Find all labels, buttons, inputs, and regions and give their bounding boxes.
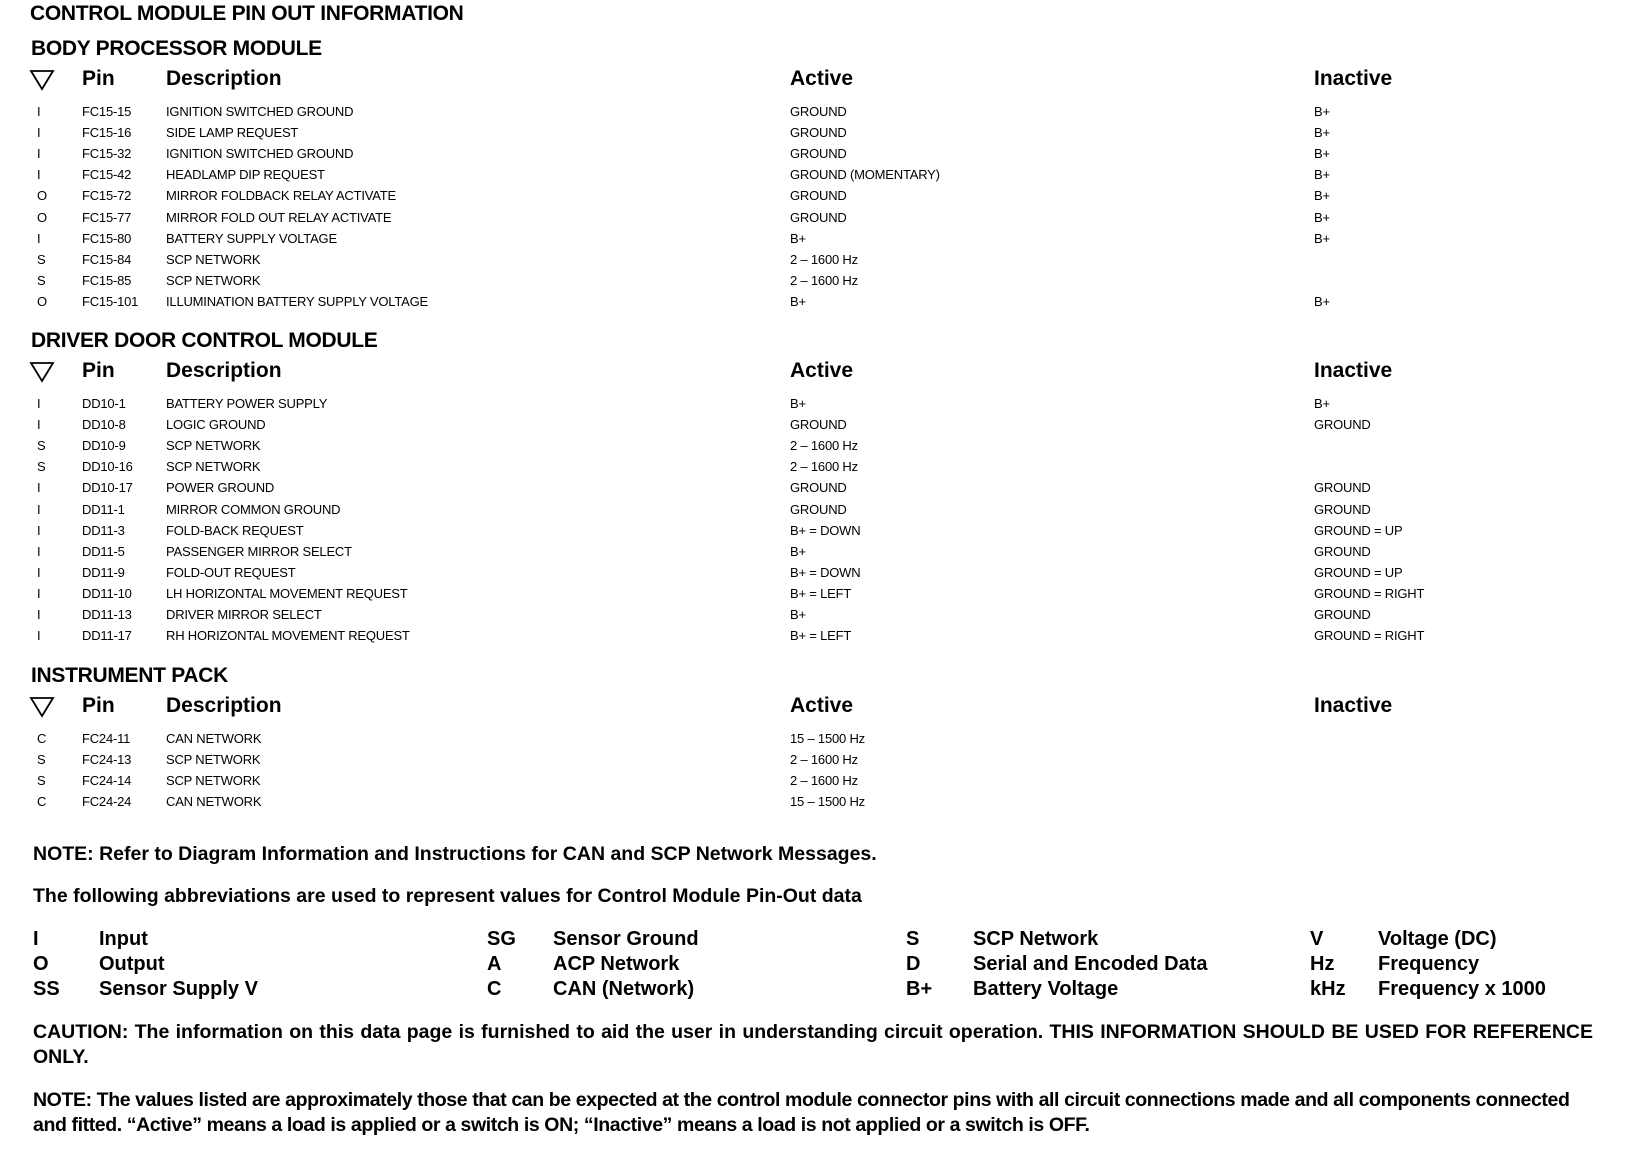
header-description: Description [166,694,282,717]
inactive-cell: GROUND [1314,543,1371,559]
pin-type-cell: I [37,104,41,119]
table-row [0,393,1632,414]
description-cell: MIRROR FOLDBACK RELAY ACTIVATE [166,188,396,204]
table-row [0,143,1632,164]
pin-cell: FC24-24 [82,794,132,810]
pin-type-cell: I [37,417,41,433]
pin-type-cell: I [37,585,41,601]
pin-cell: DD10-17 [82,480,133,496]
table-row [0,477,1632,498]
pin-cell: DD10-16 [82,459,133,475]
active-cell: 15 – 1500 Hz [790,731,865,746]
table-row [0,583,1632,604]
table-row [0,249,1632,270]
inactive-cell: B+ [1314,167,1330,183]
inactive-cell: GROUND [1314,607,1371,622]
active-cell: GROUND [790,417,847,433]
inactive-cell: GROUND [1314,480,1371,496]
note-values: NOTE: The values listed are approximately those that can be expected at the control module connector pins with all circuit connections made and all components connected and fitted. “Active” means a load is applied or a switch is ON; “Inactive” means a load is not applied or a switch is OFF. [33,1089,1570,1136]
section-title: INSTRUMENT PACK [31,664,228,687]
pin-cell: DD10-1 [82,396,126,411]
description-cell: HEADLAMP DIP REQUEST [166,167,325,183]
header-active: Active [790,67,854,90]
pin-cell: DD11-10 [82,585,132,601]
abbreviation-code: kHz [1310,978,1346,1000]
description-cell: MIRROR COMMON GROUND [166,501,341,517]
active-cell: 2 – 1600 Hz [790,251,858,267]
pin-cell: FC15-32 [82,146,132,162]
abbreviation-code: O [33,953,49,975]
pin-direction-triangle-icon [29,69,55,91]
pin-type-cell: I [37,543,41,559]
abbreviation-meaning: Serial and Encoded Data [973,953,1208,975]
pin-type-cell: S [37,773,46,789]
section-title: BODY PROCESSOR MODULE [31,37,322,60]
pin-type-cell: I [37,501,41,517]
table-row [0,270,1632,291]
pin-type-cell: I [37,564,41,580]
pin-cell: FC15-84 [82,251,132,267]
active-cell: GROUND [790,125,847,141]
table-row [0,228,1632,249]
abbreviation-code: V [1310,928,1324,950]
pin-type-cell: S [37,459,46,475]
table-row [0,414,1632,435]
abbreviation-meaning: Voltage (DC) [1378,928,1497,950]
pin-cell: DD11-5 [82,543,125,559]
abbreviation-code: A [487,953,502,975]
section-title: DRIVER DOOR CONTROL MODULE [31,329,378,352]
pin-cell: FC24-11 [82,731,131,746]
inactive-cell: B+ [1314,146,1330,162]
column-header-row [0,694,1632,724]
table-row [0,122,1632,143]
active-cell: GROUND [790,480,847,496]
table-row [0,625,1632,646]
description-cell: FOLD-OUT REQUEST [166,564,296,580]
abbreviation-code: I [33,928,39,950]
inactive-cell: GROUND [1314,417,1371,433]
active-cell: B+ [790,607,806,622]
description-cell: POWER GROUND [166,480,275,496]
header-inactive: Inactive [1314,359,1393,382]
pin-cell: FC24-14 [82,773,132,789]
inactive-cell: GROUND = UP [1314,522,1403,538]
pin-cell: DD11-1 [82,501,125,517]
pin-cell: DD10-8 [82,417,126,433]
abbreviation-meaning: Frequency x 1000 [1378,978,1546,1000]
table-row [0,562,1632,583]
inactive-cell: GROUND [1314,501,1371,517]
column-header-row [0,67,1632,97]
table-row [0,435,1632,456]
pin-type-cell: O [37,209,47,225]
description-cell: SIDE LAMP REQUEST [166,125,299,141]
header-description: Description [166,67,282,90]
active-cell: GROUND (MOMENTARY) [790,167,940,183]
active-cell: 2 – 1600 Hz [790,773,858,789]
abbreviation-code: SS [33,978,60,1000]
abbreviations-intro: The following abbreviations are used to represent values for Control Module Pin-Out data [33,885,862,907]
header-inactive: Inactive [1314,67,1393,90]
inactive-cell: B+ [1314,396,1330,411]
active-cell: 2 – 1600 Hz [790,752,858,768]
table-row [0,520,1632,541]
description-cell: SCP NETWORK [166,773,261,789]
pin-type-cell: S [37,272,46,288]
abbreviation-meaning: Battery Voltage [973,978,1119,1000]
active-cell: GROUND [790,188,847,204]
description-cell: SCP NETWORK [166,438,261,454]
note-network-messages: NOTE: Refer to Diagram Information and Instructions for CAN and SCP Network Messages. [33,843,877,865]
pin-cell: FC15-72 [82,188,132,204]
abbreviation-code: D [906,953,921,975]
active-cell: GROUND [790,501,847,517]
pin-cell: FC15-80 [82,230,132,246]
description-cell: BATTERY SUPPLY VOLTAGE [166,230,337,246]
pin-type-cell: I [37,230,41,246]
abbreviation-code: C [487,978,502,1000]
description-cell: FOLD-BACK REQUEST [166,522,304,538]
abbreviation-meaning: Frequency [1378,953,1480,975]
table-row [0,101,1632,122]
inactive-cell: B+ [1314,125,1330,141]
pin-cell: FC24-13 [82,752,132,768]
pin-cell: DD11-3 [82,522,125,538]
description-cell: PASSENGER MIRROR SELECT [166,543,352,559]
pin-type-cell: I [37,607,41,622]
pin-direction-triangle-icon [29,361,55,383]
active-cell: GROUND [790,146,847,162]
abbreviation-meaning: CAN (Network) [553,978,695,1000]
active-cell: B+ = DOWN [790,522,861,538]
pin-cell: FC15-16 [82,125,132,141]
abbreviation-meaning: SCP Network [973,928,1099,950]
inactive-cell: B+ [1314,209,1330,225]
active-cell: B+ = DOWN [790,564,861,580]
description-cell: MIRROR FOLD OUT RELAY ACTIVATE [166,209,392,225]
active-cell: B+ [790,543,806,559]
header-description: Description [166,359,282,382]
caution-text: CAUTION: The information on this data page is furnished to aid the user in understanding circuit operation. THIS INFORMATION SHOULD BE USED FOR REFERENCE ONLY. [33,1021,1593,1068]
pin-type-cell: I [37,480,41,496]
pin-type-cell: O [37,188,47,204]
table-row [0,456,1632,477]
inactive-cell: B+ [1314,230,1330,246]
table-row [0,207,1632,228]
description-cell: DRIVER MIRROR SELECT [166,607,322,622]
active-cell: B+ [790,293,806,309]
table-row [0,791,1632,812]
description-cell: SCP NETWORK [166,459,261,475]
header-pin: Pin [82,694,115,717]
pin-cell: DD11-17 [82,628,132,644]
description-cell: SCP NETWORK [166,251,261,267]
table-row [0,185,1632,206]
pin-type-cell: O [37,293,47,309]
header-inactive: Inactive [1314,694,1393,717]
active-cell: GROUND [790,104,847,119]
table-row [0,291,1632,312]
abbreviation-meaning: Input [99,928,148,950]
active-cell: B+ = LEFT [790,628,852,644]
table-row [0,164,1632,185]
pin-type-cell: S [37,438,46,454]
table-row [0,728,1632,749]
pin-type-cell: S [37,251,46,267]
pin-type-cell: I [37,522,41,538]
pin-cell: DD11-9 [82,564,125,580]
pin-type-cell: C [37,731,47,746]
description-cell: CAN NETWORK [166,731,262,746]
inactive-cell: GROUND = UP [1314,564,1403,580]
pin-type-cell: I [37,628,41,644]
pin-type-cell: I [37,396,41,411]
table-row [0,499,1632,520]
table-row [0,749,1632,770]
description-cell: CAN NETWORK [166,794,262,810]
active-cell: 2 – 1600 Hz [790,438,858,454]
active-cell: 2 – 1600 Hz [790,459,858,475]
description-cell: RH HORIZONTAL MOVEMENT REQUEST [166,628,410,644]
active-cell: B+ [790,396,806,411]
description-cell: IGNITION SWITCHED GROUND [166,104,354,119]
pin-type-cell: C [37,794,47,810]
description-cell: SCP NETWORK [166,272,261,288]
pin-cell: FC15-15 [82,104,132,119]
pin-cell: DD11-13 [82,607,132,622]
header-active: Active [790,694,854,717]
pin-type-cell: I [37,167,41,183]
active-cell: B+ [790,230,806,246]
abbreviation-meaning: ACP Network [553,953,680,975]
inactive-cell: B+ [1314,188,1330,204]
inactive-cell: B+ [1314,104,1330,119]
header-active: Active [790,359,854,382]
pin-cell: FC15-101 [82,293,139,309]
column-header-row [0,359,1632,389]
abbreviation-meaning: Sensor Ground [553,928,699,950]
description-cell: LH HORIZONTAL MOVEMENT REQUEST [166,585,408,601]
description-cell: IGNITION SWITCHED GROUND [166,146,354,162]
pin-type-cell: S [37,752,46,768]
inactive-cell: GROUND = RIGHT [1314,585,1425,601]
abbreviation-code: SG [487,928,516,950]
table-row [0,770,1632,791]
abbreviation-code: B+ [906,978,933,1000]
pin-type-cell: I [37,125,41,141]
pin-cell: FC15-77 [82,209,132,225]
description-cell: BATTERY POWER SUPPLY [166,396,328,411]
active-cell: GROUND [790,209,847,225]
table-row [0,604,1632,625]
description-cell: ILLUMINATION BATTERY SUPPLY VOLTAGE [166,293,428,309]
inactive-cell: GROUND = RIGHT [1314,628,1425,644]
pin-cell: FC15-42 [82,167,132,183]
abbreviation-code: S [906,928,920,950]
abbreviation-meaning: Sensor Supply V [99,978,258,1000]
description-cell: LOGIC GROUND [166,417,266,433]
page-title: CONTROL MODULE PIN OUT INFORMATION [30,2,464,25]
abbreviation-meaning: Output [99,953,165,975]
pin-cell: FC15-85 [82,272,132,288]
active-cell: 15 – 1500 Hz [790,794,865,810]
pin-type-cell: I [37,146,41,162]
pin-direction-triangle-icon [29,696,55,718]
table-row [0,541,1632,562]
abbreviation-code: Hz [1310,953,1335,975]
header-pin: Pin [82,67,115,90]
inactive-cell: B+ [1314,293,1330,309]
pin-cell: DD10-9 [82,438,126,454]
description-cell: SCP NETWORK [166,752,261,768]
header-pin: Pin [82,359,115,382]
active-cell: B+ = LEFT [790,585,852,601]
active-cell: 2 – 1600 Hz [790,272,858,288]
